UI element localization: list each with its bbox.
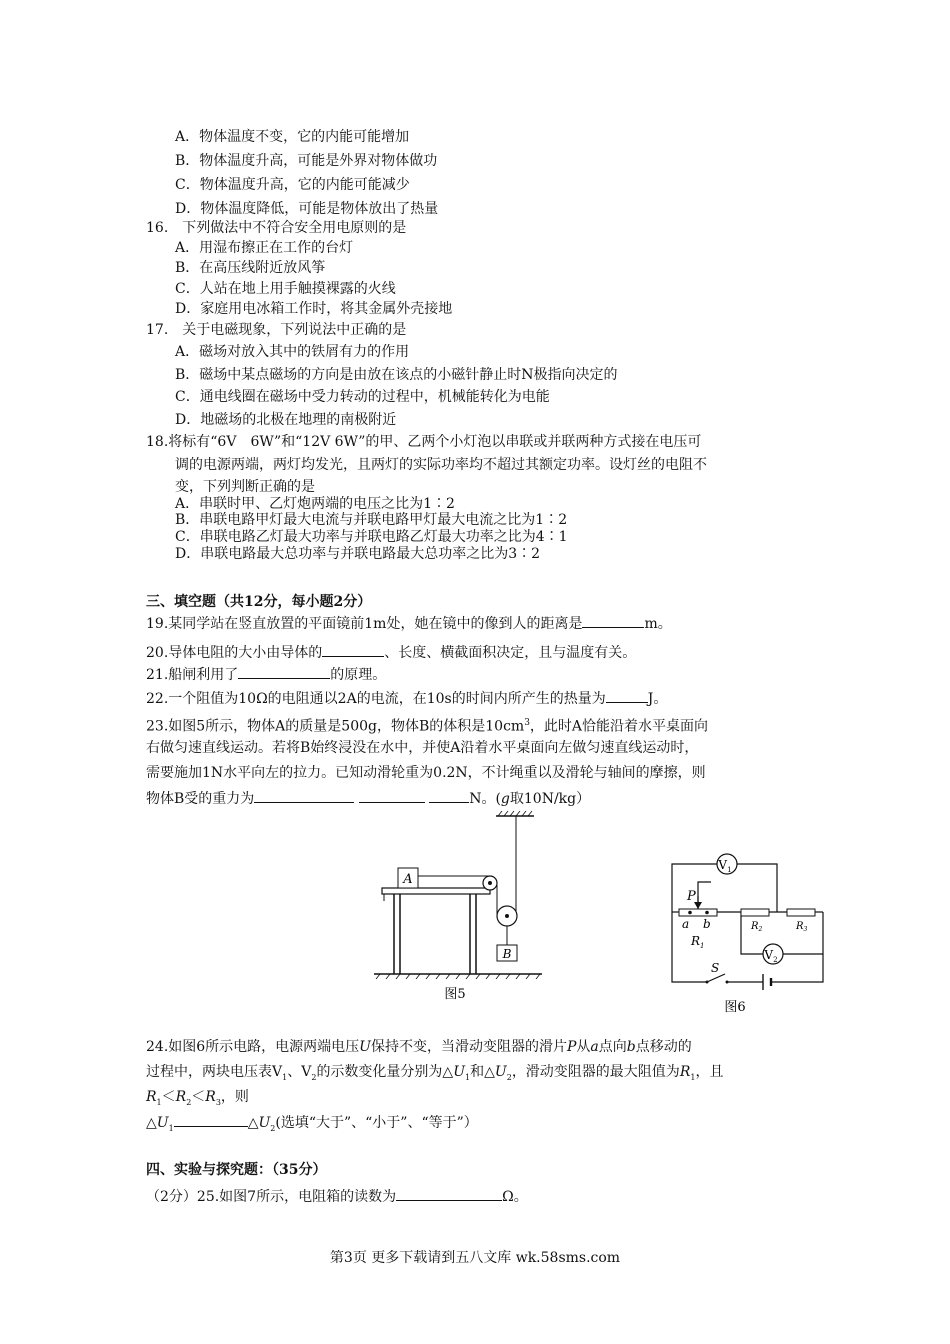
q18-option-b: B．串联电路甲灯最大电流与并联电路甲灯最大电流之比为1∶2	[175, 512, 568, 528]
q23-answer-blank-2[interactable]	[359, 788, 425, 803]
switch-s-label: S	[711, 961, 720, 975]
q17-stem: 17. 关于电磁现象，下列说法中正确的是	[146, 322, 407, 338]
q22-answer-blank[interactable]	[606, 688, 648, 703]
q17-option-b: B．磁场中某点磁场的方向是由放在该点的小磁针静止时N极指向决定的	[175, 367, 618, 383]
block-b-label: B	[502, 947, 512, 961]
q20-answer-blank[interactable]	[322, 642, 384, 657]
q25-unit: Ω。	[502, 1189, 528, 1205]
q23-line-4-c: 取10N/kg）	[509, 791, 591, 807]
slider-p-label: P	[687, 889, 696, 904]
figure-5-caption: 图5	[444, 987, 466, 1002]
q16-option-b: B．在高压线附近放风筝	[175, 260, 326, 276]
figure-6-caption: 图6	[724, 1000, 746, 1015]
q23-line-1-b: ，此时A恰能沿着水平桌面向	[529, 718, 709, 735]
q20	[146, 642, 636, 663]
q23-line-3: 需要施加1N水平向左的拉力。已知动滑轮重为0.2N，不计绳重以及滑轮与轴间的摩擦，则	[146, 765, 706, 781]
section-4-title: 四、实验与探究题：（35分）	[146, 1162, 327, 1178]
page-footer: 第3页 更多下载请到五八文库 wk.58sms.com	[329, 1250, 621, 1266]
q23-line-4-a: 物体B受的重力为	[146, 791, 255, 807]
q25	[146, 1186, 528, 1207]
q16-option-d: D．家庭用电冰箱工作时，将其金属外壳接地	[175, 301, 453, 317]
q18-stem-line-3: 变，下列判断正确的是	[175, 479, 315, 495]
q21-answer-blank[interactable]	[238, 664, 330, 679]
q19-unit: m。	[644, 616, 672, 632]
q15-option-c: C．物体温度升高，它的内能可能减少	[175, 177, 410, 193]
q20-tail: 、长度、横截面积决定，且与温度有关。	[384, 645, 637, 661]
r1-label: R	[691, 934, 701, 948]
q23-answer-blank-1[interactable]	[254, 788, 354, 803]
q15-option-a: A．物体温度不变，它的内能可能增加	[175, 129, 410, 145]
q24-p-symbol: P	[566, 1039, 577, 1055]
q24-line-4: $\triangle U_1$ $\triangle U_2$(选填“大于”、“小于”、“等于”）	[146, 1112, 478, 1139]
q24-answer-blank[interactable]	[174, 1112, 248, 1127]
resistor-r3	[787, 909, 815, 916]
q23-line-4-b: N。(	[469, 791, 501, 807]
q21-text: 21.船闸利用了	[146, 667, 239, 683]
svg-text:R1	[690, 934, 705, 950]
q24-line-3: $R_1<R_2<R_3$，则	[146, 1089, 249, 1107]
q23-line-4	[146, 788, 590, 809]
v2-subscript: 2	[773, 956, 778, 964]
r1-subscript: 1	[700, 942, 705, 950]
q20-text: 20.导体电阻的大小由导体的	[146, 645, 323, 661]
v2-label: V	[764, 948, 774, 962]
q23-answer-blank-3[interactable]	[429, 788, 469, 803]
r3-subscript: 3	[803, 926, 808, 933]
q23-line-1	[146, 713, 708, 737]
q19-answer-blank[interactable]	[582, 613, 644, 628]
q19	[146, 613, 672, 634]
q21-tail: 的原理。	[330, 667, 387, 683]
q23-superscript: 3	[524, 718, 530, 728]
rheostat-r1	[679, 909, 717, 916]
q17-option-d: D．地磁场的北极在地理的南极附近	[175, 412, 397, 428]
switch-s	[707, 974, 725, 982]
r2-subscript: 2	[758, 926, 763, 933]
q18-stem-line-1: 18.将标有“6V 6W”和“12V 6W”的甲、乙两个小灯泡以串联或并联两种方式接在电压可	[146, 434, 702, 450]
q24-u-symbol: U	[359, 1039, 371, 1055]
q17-option-c: C．通电线圈在磁场中受力转动的过程中，机械能转化为电能	[175, 389, 550, 405]
resistor-r2	[741, 909, 769, 916]
q15-option-d: D．物体温度降低，可能是物体放出了热量	[175, 201, 439, 217]
q18-stem-line-2: 调的电源两端，两灯均发光，且两灯的实际功率均不超过其额定功率。设灯丝的电阻不	[175, 457, 707, 473]
v1-label: V	[718, 858, 728, 872]
q17-option-a: A．磁场对放入其中的铁屑有力的作用	[175, 344, 410, 360]
svg-text:R3	[795, 921, 808, 933]
q24-line-1: 24.如图6所示电路，电源两端电压U保持不变，当滑动变阻器的滑片P从a点向b点移动的	[146, 1039, 692, 1055]
figure-6	[665, 848, 835, 1018]
r3-label: R	[796, 921, 804, 932]
q23-g-symbol: g	[500, 791, 510, 807]
q22-unit: J。	[647, 691, 668, 707]
q22-text: 22.一个阻值为10Ω的电阻通以2A的电流，在10s的时间内所产生的热量为	[146, 691, 606, 707]
table-top	[382, 888, 490, 894]
q16-option-c: C．人站在地上用手触摸裸露的火线	[175, 281, 396, 297]
q16-stem: 16. 下列做法中不符合安全用电原则的是	[146, 220, 407, 236]
q23-line-2: 右做匀速直线运动。若将B始终浸没在水中，并使A沿着水平桌面向左做匀速直线运动时，	[146, 740, 699, 756]
q16-option-a: A．用湿布擦正在工作的台灯	[175, 240, 354, 256]
q15-option-b: B．物体温度升高，可能是外界对物体做功	[175, 153, 438, 169]
point-a-label: a	[682, 917, 690, 931]
v1-subscript: 1	[727, 866, 732, 874]
q18-option-a: A．串联时甲、乙灯炮两端的电压之比为1∶2	[175, 496, 455, 512]
section-3-title: 三、填空题（共12分，每小题2分）	[146, 594, 372, 610]
svg-text:R2	[750, 921, 763, 933]
q24-line-2: 过程中，两块电压表$V_1$、$V_2$的示数变化量分别为$\triangle U_1$和$\triangle U_2$，滑动变阻器的最大阻值为$R_1$，且	[146, 1064, 724, 1082]
q23-line-1-a: 23.如图5所示，物体A的质量是500g，物体B的体积是10cm	[146, 718, 525, 735]
q18-option-d: D．串联电路最大总功率与并联电路最大总功率之比为3∶2	[175, 546, 541, 562]
block-a-label: A	[403, 872, 413, 887]
point-b-label: b	[703, 917, 711, 931]
q21	[146, 664, 386, 685]
figure-5	[370, 810, 560, 1020]
q25-text: （2分）25.如图7所示，电阻箱的读数为	[146, 1189, 397, 1205]
q18-option-c: C．串联电路乙灯最大功率与并联电路乙灯最大功率之比为4∶1	[175, 529, 568, 545]
r2-label: R	[751, 921, 759, 932]
q22	[146, 688, 667, 709]
q19-text: 19.某同学站在竖直放置的平面镜前1m处，她在镜中的像到人的距离是	[146, 616, 583, 632]
q25-answer-blank[interactable]	[396, 1186, 502, 1201]
